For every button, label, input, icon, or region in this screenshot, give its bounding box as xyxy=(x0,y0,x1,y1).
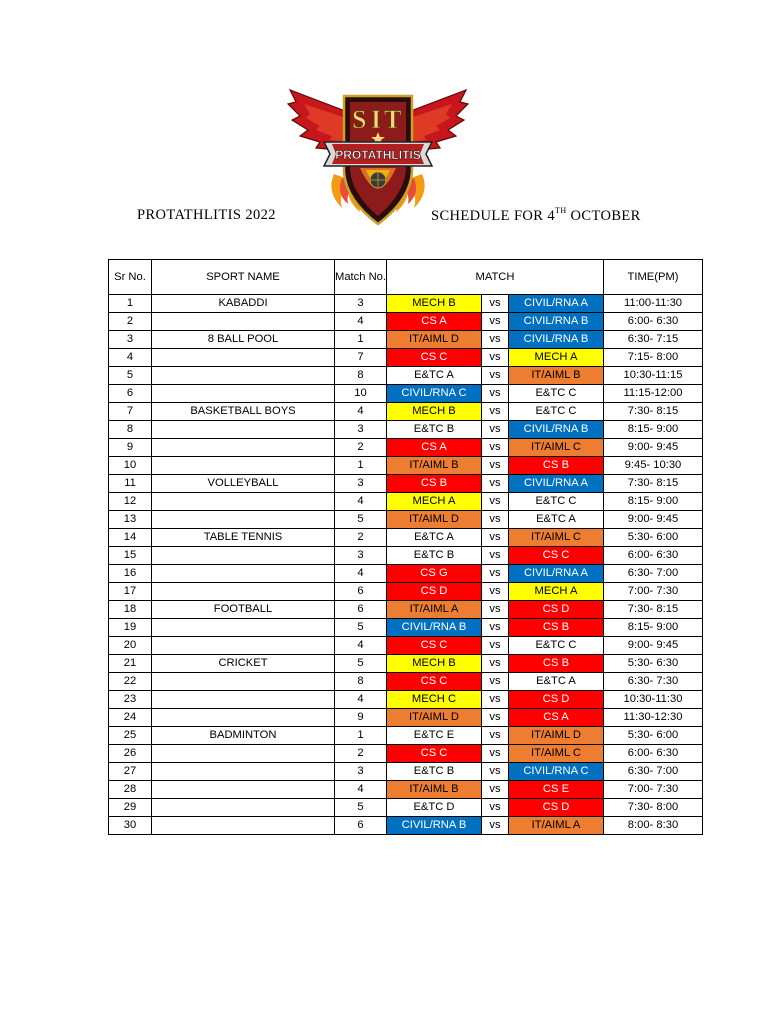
vs-cell: vs xyxy=(481,475,508,493)
team2-cell: CS D xyxy=(508,601,603,619)
team1-cell: CIVIL/RNA B xyxy=(386,619,481,637)
time-cell: 9:00- 9:45 xyxy=(603,511,702,529)
match-no-cell: 1 xyxy=(335,457,387,475)
sr-cell: 17 xyxy=(109,583,152,601)
team2-cell: CIVIL/RNA B xyxy=(508,313,603,331)
match-no-cell: 5 xyxy=(335,799,387,817)
time-cell: 11:00-11:30 xyxy=(603,295,702,313)
header-time: TIME(PM) xyxy=(603,260,702,295)
team1-cell: CS C xyxy=(386,745,481,763)
vs-cell: vs xyxy=(481,331,508,349)
match-no-cell: 4 xyxy=(335,691,387,709)
team2-cell: CIVIL/RNA A xyxy=(508,295,603,313)
svg-text:T: T xyxy=(384,105,402,134)
sr-cell: 12 xyxy=(109,493,152,511)
time-cell: 10:30-11:15 xyxy=(603,367,702,385)
team2-cell: CIVIL/RNA A xyxy=(508,475,603,493)
sport-cell: KABADDI xyxy=(152,295,335,313)
team2-cell: IT/AIML B xyxy=(508,367,603,385)
team2-cell: IT/AIML C xyxy=(508,529,603,547)
table-row xyxy=(109,439,703,457)
sport-cell: TABLE TENNIS xyxy=(152,529,335,547)
banner-icon xyxy=(324,142,432,166)
table-row xyxy=(109,781,703,799)
match-no-cell: 5 xyxy=(335,655,387,673)
sport-cell xyxy=(152,781,335,799)
team1-cell: IT/AIML A xyxy=(386,601,481,619)
sport-cell: 8 BALL POOL xyxy=(152,331,335,349)
vs-cell: vs xyxy=(481,745,508,763)
sport-cell xyxy=(152,583,335,601)
header-sport: SPORT NAME xyxy=(152,260,335,295)
sport-cell xyxy=(152,673,335,691)
time-cell: 7:00- 7:30 xyxy=(603,583,702,601)
table-row xyxy=(109,763,703,781)
schedule-title xyxy=(431,207,641,225)
team2-cell: CS D xyxy=(508,691,603,709)
table-row xyxy=(109,601,703,619)
time-cell: 6:30- 7:00 xyxy=(603,763,702,781)
team2-cell: CS D xyxy=(508,799,603,817)
vs-cell: vs xyxy=(481,691,508,709)
team2-cell: E&TC C xyxy=(508,637,603,655)
team1-cell: E&TC B xyxy=(386,421,481,439)
match-no-cell: 9 xyxy=(335,709,387,727)
vs-cell: vs xyxy=(481,511,508,529)
time-cell: 6:00- 6:30 xyxy=(603,745,702,763)
team2-cell: MECH A xyxy=(508,583,603,601)
sr-cell: 20 xyxy=(109,637,152,655)
table-row xyxy=(109,709,703,727)
sr-cell: 30 xyxy=(109,817,152,835)
table-row xyxy=(109,727,703,745)
match-no-cell: 4 xyxy=(335,403,387,421)
vs-cell: vs xyxy=(481,655,508,673)
sr-cell: 27 xyxy=(109,763,152,781)
sport-cell xyxy=(152,493,335,511)
time-cell: 9:00- 9:45 xyxy=(603,637,702,655)
schedule-title-prefix: SCHEDULE FOR 4 xyxy=(431,207,556,224)
table-row xyxy=(109,619,703,637)
table-row xyxy=(109,349,703,367)
team1-cell: CS C xyxy=(386,673,481,691)
svg-text:I: I xyxy=(371,105,382,134)
sport-cell: VOLLEYBALL xyxy=(152,475,335,493)
table-row xyxy=(109,457,703,475)
table-row xyxy=(109,511,703,529)
team1-cell: CIVIL/RNA C xyxy=(386,385,481,403)
team2-cell: IT/AIML C xyxy=(508,439,603,457)
table-row xyxy=(109,745,703,763)
table-row xyxy=(109,493,703,511)
match-no-cell: 8 xyxy=(335,367,387,385)
team2-cell: CIVIL/RNA B xyxy=(508,331,603,349)
sport-cell xyxy=(152,709,335,727)
vs-cell: vs xyxy=(481,457,508,475)
sr-cell: 13 xyxy=(109,511,152,529)
table-row xyxy=(109,331,703,349)
match-no-cell: 4 xyxy=(335,781,387,799)
team2-cell: CS A xyxy=(508,709,603,727)
vs-cell: vs xyxy=(481,817,508,835)
team1-cell: IT/AIML D xyxy=(386,331,481,349)
schedule-table xyxy=(108,259,703,835)
sr-cell: 25 xyxy=(109,727,152,745)
time-cell: 9:45- 10:30 xyxy=(603,457,702,475)
team2-cell: CIVIL/RNA B xyxy=(508,421,603,439)
team1-cell: CS D xyxy=(386,583,481,601)
match-no-cell: 2 xyxy=(335,439,387,457)
team2-cell: E&TC C xyxy=(508,403,603,421)
sport-cell xyxy=(152,367,335,385)
table-row xyxy=(109,475,703,493)
table-row xyxy=(109,799,703,817)
team1-cell: E&TC A xyxy=(386,529,481,547)
sport-cell xyxy=(152,457,335,475)
table-row xyxy=(109,295,703,313)
time-cell: 11:30-12:30 xyxy=(603,709,702,727)
team1-cell: E&TC E xyxy=(386,727,481,745)
vs-cell: vs xyxy=(481,763,508,781)
match-no-cell: 10 xyxy=(335,385,387,403)
vs-cell: vs xyxy=(481,709,508,727)
team2-cell: IT/AIML A xyxy=(508,817,603,835)
sr-cell: 1 xyxy=(109,295,152,313)
team1-cell: MECH B xyxy=(386,403,481,421)
sr-cell: 15 xyxy=(109,547,152,565)
time-cell: 7:30- 8:00 xyxy=(603,799,702,817)
match-no-cell: 3 xyxy=(335,547,387,565)
sr-cell: 4 xyxy=(109,349,152,367)
time-cell: 8:15- 9:00 xyxy=(603,493,702,511)
table-row xyxy=(109,403,703,421)
team1-cell: E&TC B xyxy=(386,547,481,565)
vs-cell: vs xyxy=(481,583,508,601)
time-cell: 7:30- 8:15 xyxy=(603,403,702,421)
match-no-cell: 6 xyxy=(335,601,387,619)
time-cell: 5:30- 6:00 xyxy=(603,727,702,745)
match-no-cell: 2 xyxy=(335,529,387,547)
header-match: MATCH xyxy=(386,260,603,295)
team1-cell: CS B xyxy=(386,475,481,493)
emblem-letters-icon xyxy=(352,105,401,134)
team1-cell: CS A xyxy=(386,313,481,331)
team2-cell: CIVIL/RNA A xyxy=(508,565,603,583)
match-no-cell: 3 xyxy=(335,763,387,781)
sport-cell xyxy=(152,637,335,655)
match-no-cell: 2 xyxy=(335,745,387,763)
sport-cell xyxy=(152,385,335,403)
team2-cell: CS E xyxy=(508,781,603,799)
team2-cell: E&TC A xyxy=(508,511,603,529)
team2-cell: CIVIL/RNA C xyxy=(508,763,603,781)
vs-cell: vs xyxy=(481,529,508,547)
team1-cell: E&TC A xyxy=(386,367,481,385)
team1-cell: CS C xyxy=(386,637,481,655)
match-no-cell: 6 xyxy=(335,583,387,601)
sport-cell: FOOTBALL xyxy=(152,601,335,619)
sr-cell: 8 xyxy=(109,421,152,439)
match-no-cell: 8 xyxy=(335,673,387,691)
match-no-cell: 4 xyxy=(335,493,387,511)
time-cell: 8:00- 8:30 xyxy=(603,817,702,835)
vs-cell: vs xyxy=(481,439,508,457)
sr-cell: 24 xyxy=(109,709,152,727)
sr-cell: 14 xyxy=(109,529,152,547)
sport-cell xyxy=(152,439,335,457)
sport-cell xyxy=(152,691,335,709)
sport-cell xyxy=(152,619,335,637)
match-no-cell: 4 xyxy=(335,565,387,583)
table-header-row xyxy=(109,260,703,295)
vs-cell: vs xyxy=(481,799,508,817)
event-title: PROTATHLITIS 2022 xyxy=(137,207,276,223)
sr-cell: 22 xyxy=(109,673,152,691)
vs-cell: vs xyxy=(481,781,508,799)
table-row xyxy=(109,691,703,709)
team2-cell: MECH A xyxy=(508,349,603,367)
sr-cell: 5 xyxy=(109,367,152,385)
match-no-cell: 7 xyxy=(335,349,387,367)
match-no-cell: 3 xyxy=(335,295,387,313)
vs-cell: vs xyxy=(481,349,508,367)
vs-cell: vs xyxy=(481,727,508,745)
sr-cell: 11 xyxy=(109,475,152,493)
time-cell: 9:00- 9:45 xyxy=(603,439,702,457)
time-cell: 7:30- 8:15 xyxy=(603,601,702,619)
sport-cell xyxy=(152,745,335,763)
table-row xyxy=(109,529,703,547)
time-cell: 10:30-11:30 xyxy=(603,691,702,709)
vs-cell: vs xyxy=(481,385,508,403)
team2-cell: E&TC C xyxy=(508,493,603,511)
team1-cell: CIVIL/RNA B xyxy=(386,817,481,835)
team1-cell: MECH C xyxy=(386,691,481,709)
vs-cell: vs xyxy=(481,601,508,619)
table-row xyxy=(109,421,703,439)
sport-cell xyxy=(152,817,335,835)
schedule-title-sup: TH xyxy=(555,206,567,215)
time-cell: 6:00- 6:30 xyxy=(603,313,702,331)
vs-cell: vs xyxy=(481,313,508,331)
vs-cell: vs xyxy=(481,367,508,385)
vs-cell: vs xyxy=(481,637,508,655)
match-no-cell: 4 xyxy=(335,313,387,331)
sr-cell: 6 xyxy=(109,385,152,403)
vs-cell: vs xyxy=(481,295,508,313)
team1-cell: CS A xyxy=(386,439,481,457)
header-match-no: Match No. xyxy=(335,260,387,295)
sr-cell: 18 xyxy=(109,601,152,619)
time-cell: 8:15- 9:00 xyxy=(603,619,702,637)
team2-cell: IT/AIML C xyxy=(508,745,603,763)
table-row xyxy=(109,565,703,583)
vs-cell: vs xyxy=(481,403,508,421)
table-row xyxy=(109,385,703,403)
time-cell: 8:15- 9:00 xyxy=(603,421,702,439)
match-no-cell: 1 xyxy=(335,727,387,745)
time-cell: 5:30- 6:00 xyxy=(603,529,702,547)
vs-cell: vs xyxy=(481,619,508,637)
vs-cell: vs xyxy=(481,493,508,511)
sport-cell: BADMINTON xyxy=(152,727,335,745)
table-row xyxy=(109,313,703,331)
team1-cell: MECH B xyxy=(386,295,481,313)
team2-cell: E&TC A xyxy=(508,673,603,691)
vs-cell: vs xyxy=(481,547,508,565)
sport-cell xyxy=(152,565,335,583)
sport-cell xyxy=(152,511,335,529)
team1-cell: IT/AIML D xyxy=(386,511,481,529)
table-row xyxy=(109,583,703,601)
team1-cell: MECH A xyxy=(386,493,481,511)
sr-cell: 10 xyxy=(109,457,152,475)
sr-cell: 16 xyxy=(109,565,152,583)
team1-cell: E&TC D xyxy=(386,799,481,817)
time-cell: 7:00- 7:30 xyxy=(603,781,702,799)
sr-cell: 21 xyxy=(109,655,152,673)
team2-cell: E&TC C xyxy=(508,385,603,403)
team2-cell: CS B xyxy=(508,457,603,475)
team2-cell: CS C xyxy=(508,547,603,565)
time-cell: 7:30- 8:15 xyxy=(603,475,702,493)
sport-cell xyxy=(152,313,335,331)
sport-cell xyxy=(152,799,335,817)
schedule-title-suffix: OCTOBER xyxy=(566,207,641,224)
svg-text:S: S xyxy=(352,105,367,134)
sport-cell xyxy=(152,547,335,565)
sr-cell: 9 xyxy=(109,439,152,457)
sport-cell: BASKETBALL BOYS xyxy=(152,403,335,421)
sport-cell xyxy=(152,349,335,367)
schedule-rows xyxy=(109,295,703,835)
team1-cell: CS C xyxy=(386,349,481,367)
sport-cell xyxy=(152,763,335,781)
sr-cell: 19 xyxy=(109,619,152,637)
team2-cell: IT/AIML D xyxy=(508,727,603,745)
match-no-cell: 1 xyxy=(335,331,387,349)
team1-cell: IT/AIML B xyxy=(386,781,481,799)
team1-cell: IT/AIML B xyxy=(386,457,481,475)
match-no-cell: 5 xyxy=(335,619,387,637)
table-row xyxy=(109,817,703,835)
vs-cell: vs xyxy=(481,673,508,691)
match-no-cell: 3 xyxy=(335,421,387,439)
time-cell: 6:30- 7:30 xyxy=(603,673,702,691)
table-row xyxy=(109,673,703,691)
sr-cell: 29 xyxy=(109,799,152,817)
sport-cell xyxy=(152,421,335,439)
sr-cell: 23 xyxy=(109,691,152,709)
match-no-cell: 3 xyxy=(335,475,387,493)
ball-icon xyxy=(370,172,386,188)
time-cell: 6:30- 7:15 xyxy=(603,331,702,349)
match-no-cell: 6 xyxy=(335,817,387,835)
header-sr: Sr No. xyxy=(109,260,152,295)
table-row xyxy=(109,367,703,385)
team2-cell: CS B xyxy=(508,655,603,673)
sport-cell: CRICKET xyxy=(152,655,335,673)
time-cell: 5:30- 6:30 xyxy=(603,655,702,673)
table-row xyxy=(109,655,703,673)
team1-cell: IT/AIML D xyxy=(386,709,481,727)
sr-cell: 28 xyxy=(109,781,152,799)
sr-cell: 3 xyxy=(109,331,152,349)
team1-cell: CS G xyxy=(386,565,481,583)
time-cell: 6:00- 6:30 xyxy=(603,547,702,565)
time-cell: 7:15- 8:00 xyxy=(603,349,702,367)
time-cell: 11:15-12:00 xyxy=(603,385,702,403)
table-row xyxy=(109,637,703,655)
table-row xyxy=(109,547,703,565)
team2-cell: CS B xyxy=(508,619,603,637)
sr-cell: 2 xyxy=(109,313,152,331)
time-cell: 6:30- 7:00 xyxy=(603,565,702,583)
vs-cell: vs xyxy=(481,565,508,583)
logo-banner-text: PROTATHLITIS xyxy=(335,148,421,162)
team1-cell: E&TC B xyxy=(386,763,481,781)
match-no-cell: 4 xyxy=(335,637,387,655)
match-no-cell: 5 xyxy=(335,511,387,529)
sr-cell: 26 xyxy=(109,745,152,763)
vs-cell: vs xyxy=(481,421,508,439)
team1-cell: MECH B xyxy=(386,655,481,673)
sr-cell: 7 xyxy=(109,403,152,421)
